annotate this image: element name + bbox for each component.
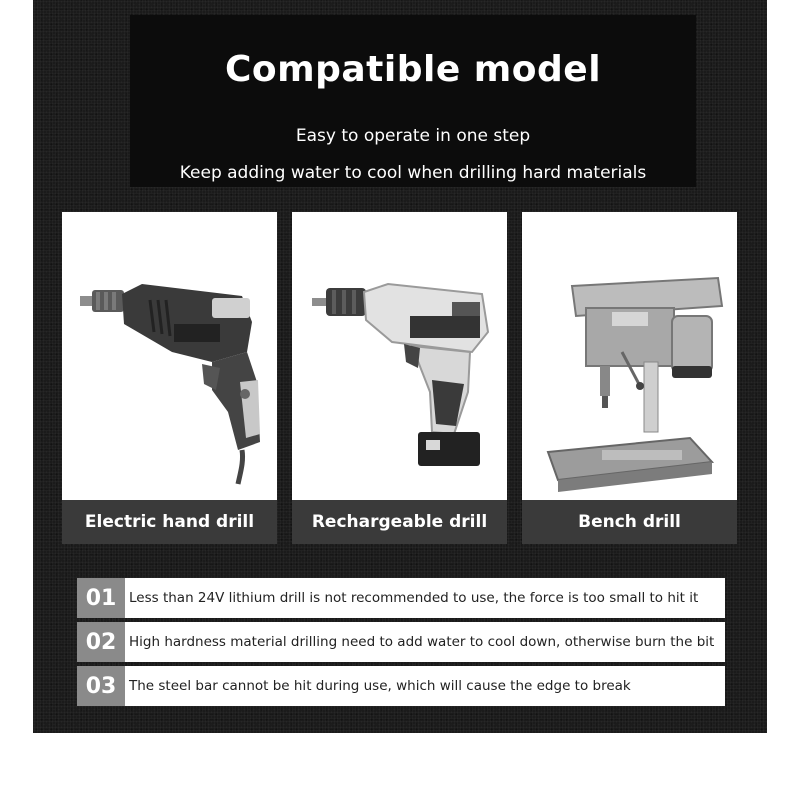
- subtitle-ease: Easy to operate in one step: [295, 126, 531, 146]
- header-panel: [130, 15, 696, 187]
- note-number: 03: [77, 666, 125, 706]
- note-row: [77, 666, 725, 706]
- bench-drill-icon: [522, 212, 737, 500]
- electric-hand-drill-icon: [62, 212, 277, 500]
- card-label: Rechargeable drill: [292, 500, 507, 544]
- card-rechargeable-drill: [292, 212, 507, 544]
- note-number: 01: [77, 578, 125, 618]
- note-row: [77, 622, 725, 662]
- note-text: Less than 24V lithium drill is not recommended to use, the force is too small to hit it: [129, 590, 699, 606]
- note-text: High hardness material drilling need to add water to cool down, otherwise burn the bit: [129, 634, 715, 650]
- card-bench-drill: [522, 212, 737, 544]
- note-text: The steel bar cannot be hit during use, which will cause the edge to break: [129, 678, 631, 694]
- poster-background: [33, 0, 767, 733]
- note-number: 02: [77, 622, 125, 662]
- card-label: Bench drill: [522, 500, 737, 544]
- note-row: [77, 578, 725, 618]
- card-label: Electric hand drill: [62, 500, 277, 544]
- subtitle-cooling: Keep adding water to cool when drilling hard materials: [179, 163, 647, 183]
- page-title: Compatible model: [224, 49, 602, 90]
- rechargeable-drill-icon: [292, 212, 507, 500]
- card-electric-hand-drill: [62, 212, 277, 544]
